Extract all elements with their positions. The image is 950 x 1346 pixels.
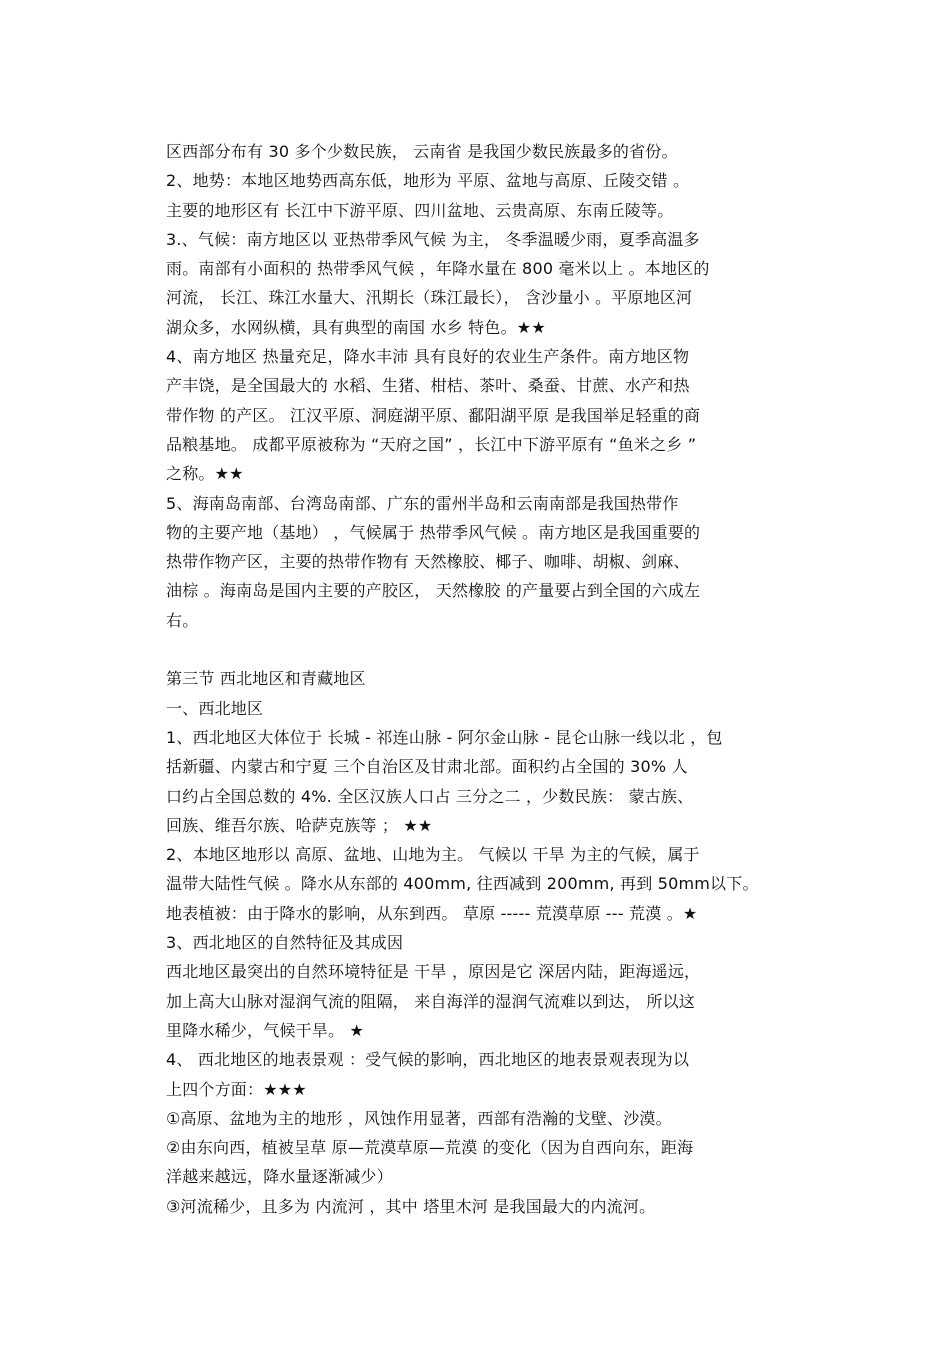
text-line: 区西部分布有 30 多个少数民族， 云南省 是我国少数民族最多的省份。: [166, 142, 678, 161]
text-line: 之称。★★: [166, 464, 244, 484]
text-line: 回族、维吾尔族、哈萨克族等 ； ★★: [166, 815, 433, 835]
text-line: 雨。南部有小面积的 热带季风气候 ，年降水量在 800 毫米以上 。本地区的: [166, 259, 710, 279]
text-line: 1、西北地区大体位于 长城 - 祁连山脉 - 阿尔金山脉 - 昆仑山脉一线以北 ，包: [166, 727, 723, 747]
section-heading: 第三节 西北地区和青藏地区: [166, 669, 366, 689]
text-line: 上四个方面：★★★: [166, 1079, 307, 1099]
text-line: 右。: [166, 610, 199, 630]
text-line: 3、西北地区的自然特征及其成因: [166, 933, 404, 953]
text-line: 温带大陆性气候 。降水从东部的 400mm, 往西减到 200mm, 再到 50mm以下。: [166, 874, 759, 894]
text-line: ②由东向西，植被呈草 原—荒漠草原—荒漠 的变化（因为自西向东，距海: [166, 1138, 694, 1158]
text-line: 物的主要产地（基地） ，气候属于 热带季风气候 。南方地区是我国重要的: [166, 522, 701, 542]
text-line: 品粮基地。 成都平原被称为 “天府之国” ，长江中下游平原有 “鱼米之乡 ”: [166, 434, 697, 454]
text-line: 口约占全国总数的 4%. 全区汉族人口占 三分之二 ，少数民族： 蒙古族、: [166, 786, 694, 806]
text-line: 油棕 。海南岛是国内主要的产胶区， 天然橡胶 的产量要占到全国的六成左: [166, 581, 701, 601]
text-line: 4、 西北地区的地表景观 ：受气候的影响，西北地区的地表景观表现为以: [166, 1050, 690, 1070]
paragraph-gap: [166, 635, 786, 664]
text-line: 2、地势：本地区地势西高东低，地形为 平原、盆地与高原、丘陵交错 。: [166, 171, 690, 191]
text-line: 河流， 长江、珠江水量大、汛期长（珠江最长）， 含沙量小 。平原地区河: [166, 288, 693, 308]
text-line: 括新疆、内蒙古和宁夏 三个自治区及甘肃北部。面积约占全国的 30% 人: [166, 757, 688, 777]
text-line: 3.、气候：南方地区以 亚热带季风气候 为主， 冬季温暖少雨，夏季高温多: [166, 229, 700, 249]
text-line: 2、本地区地形以 高原、盆地、山地为主。 气候以 干旱 为主的气候，属于: [166, 845, 700, 865]
text-line: 湖众多，水网纵横，具有典型的南国 水乡 特色。★★: [166, 317, 546, 337]
text-line: 地表植被：由于降水的影响，从东到西。 草原 ----- 荒漠草原 --- 荒漠 。★: [166, 903, 698, 923]
text-line: 产丰饶，是全国最大的 水稻、生猪、柑桔、茶叶、桑蚕、甘蔗、水产和热: [166, 376, 690, 396]
text-line: ①高原、盆地为主的地形 ，风蚀作用显著，西部有浩瀚的戈壁、沙漠。: [166, 1108, 672, 1128]
text-line: 热带作物产区，主要的热带作物有 天然橡胶、椰子、咖啡、胡椒、剑麻、: [166, 552, 690, 572]
text-line: 西北地区最突出的自然环境特征是 干旱 ，原因是它 深居内陆，距海遥远，: [166, 962, 701, 982]
text-line: 加上高大山脉对湿润气流的阻隔， 来自海洋的湿润气流难以到达， 所以这: [166, 991, 695, 1011]
text-line: 4、南方地区 热量充足，降水丰沛 具有良好的农业生产条件。南方地区物: [166, 347, 690, 367]
text-line: 洋越来越远，降水量逐渐减少）: [166, 1167, 393, 1187]
text-line: 里降水稀少，气候干旱。 ★: [166, 1020, 365, 1040]
text-line: 5、海南岛南部、台湾岛南部、广东的雷州半岛和云南南部是我国热带作: [166, 493, 679, 513]
text-line: 带作物 的产区。 江汉平原、洞庭湖平原、鄱阳湖平原 是我国举足轻重的商: [166, 405, 701, 425]
text-line: 主要的地形区有 长江中下游平原、四川盆地、云贵高原、东南丘陵等。: [166, 200, 674, 220]
text-line: ③河流稀少，且多为 内流河 ，其中 塔里木河 是我国最大的内流河。: [166, 1196, 656, 1216]
document-body: [166, 137, 786, 1221]
subsection-heading: 一、西北地区: [166, 698, 264, 718]
